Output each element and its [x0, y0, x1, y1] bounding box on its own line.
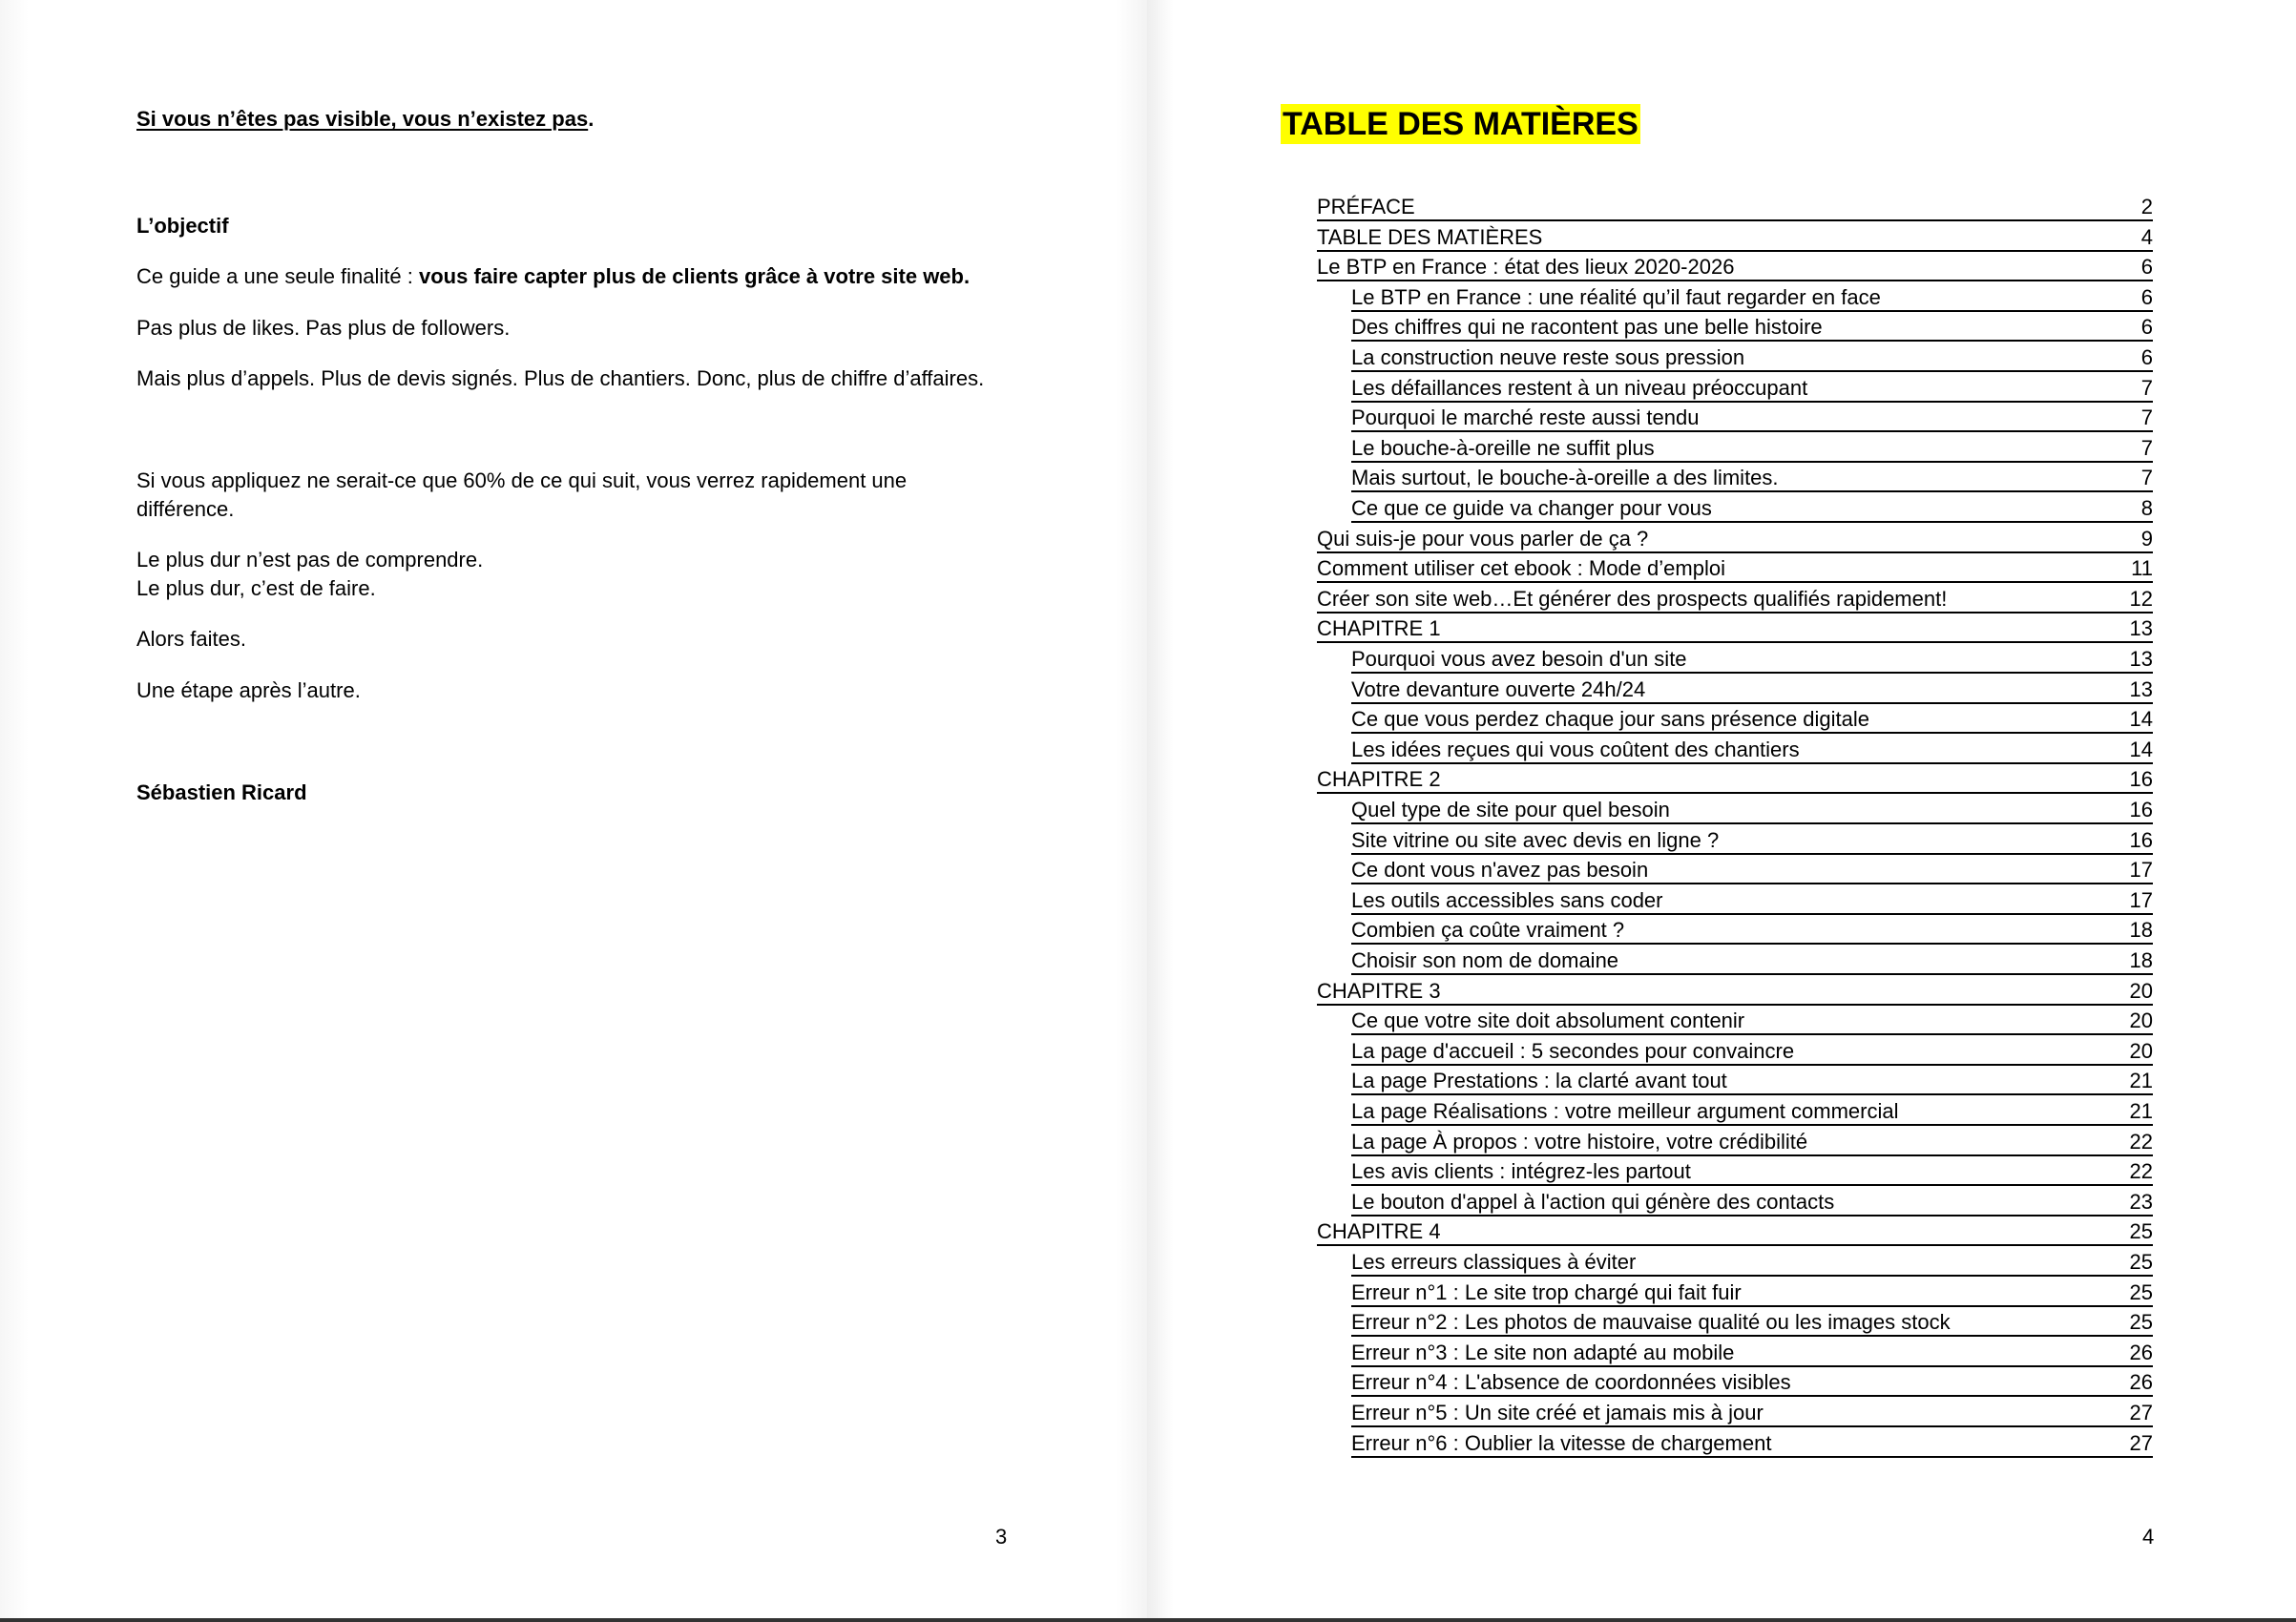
visibility-line: Si vous n’êtes pas visible, vous n’existez pas [136, 107, 589, 131]
toc-entry-page: 17 [2129, 887, 2153, 912]
toc-entry-page: 27 [2129, 1401, 2153, 1424]
toc-entry-page: 2 [2140, 195, 2153, 218]
toc-entry-page: 11 [2131, 556, 2153, 581]
page-number-right: 4 [2142, 1525, 2155, 1549]
toc-entry[interactable] [1351, 856, 2153, 884]
toc-entry-label: Ce que ce guide va changer pour vous [1351, 496, 1712, 520]
toc-entry-label: Qui suis-je pour vous parler de ça ? [1317, 526, 1649, 551]
toc-entry-label: Quel type de site pour quel besoin [1351, 798, 1670, 821]
page-number-left: 3 [995, 1525, 1008, 1549]
toc-entry[interactable] [1351, 676, 2153, 704]
toc-entry[interactable] [1351, 1007, 2153, 1035]
toc-entry-label: Erreur n°6 : Oublier la vitesse de chargement [1351, 1430, 1772, 1455]
toc-entry-label: Votre devanture ouverte 24h/24 [1351, 676, 1646, 701]
toc-entry-label: Ce dont vous n'avez pas besoin [1351, 858, 1649, 883]
toc-entry-label: Pourquoi vous avez besoin d'un site [1351, 647, 1687, 671]
toc-entry-page: 7 [2140, 466, 2153, 490]
toc-entry-page: 16 [2129, 827, 2153, 852]
toc-entry[interactable] [1351, 313, 2153, 342]
toc-entry-label: PRÉFACE [1317, 195, 1415, 218]
toc-entry-page: 18 [2129, 948, 2153, 972]
toc-entry[interactable] [1351, 1188, 2153, 1216]
toc-entry[interactable] [1317, 1217, 2153, 1246]
toc-entry-label: CHAPITRE 2 [1317, 767, 1441, 792]
toc-entry-label: Les avis clients : intégrez-les partout [1351, 1159, 1691, 1184]
toc-entry[interactable] [1351, 736, 2153, 764]
toc-entry-page: 16 [2129, 767, 2153, 792]
toc-entry[interactable] [1351, 916, 2153, 945]
toc-entry-page: 26 [2129, 1370, 2153, 1395]
toc-entry-page: 26 [2129, 1340, 2153, 1364]
author-signature: Sébastien Ricard [136, 780, 307, 804]
toc-entry[interactable] [1351, 1248, 2153, 1277]
toc-entry-label: Erreur n°2 : Les photos de mauvaise qualité ou les images stock [1351, 1310, 1951, 1335]
left-page [0, 0, 1147, 1618]
toc-entry-label: La page À propos : votre histoire, votre crédibilité [1351, 1129, 1808, 1154]
toc-entry[interactable] [1317, 223, 2153, 252]
toc-entry-label: CHAPITRE 4 [1317, 1219, 1441, 1244]
toc-entry[interactable] [1351, 1429, 2153, 1458]
toc-entry[interactable] [1351, 1308, 2153, 1337]
toc-entry-page: 7 [2140, 406, 2153, 430]
toc-entry-page: 20 [2129, 1038, 2153, 1063]
toc-entry-label: La page d'accueil : 5 secondes pour convaincre [1351, 1038, 1795, 1063]
toc-entry-label: Le BTP en France : une réalité qu’il faut regarder en face [1351, 284, 1881, 309]
toc-entry-page: 14 [2129, 737, 2153, 761]
toc-entry[interactable] [1351, 645, 2153, 674]
toc-entry-page: 16 [2129, 798, 2153, 821]
toc-entry-page: 25 [2129, 1219, 2153, 1244]
toc-entry-label: Les idées reçues qui vous coûtent des chantiers [1351, 737, 1800, 761]
toc-entry-page: 12 [2129, 586, 2153, 611]
toc-entry-label: Erreur n°1 : Le site trop chargé qui fait fuir [1351, 1279, 1742, 1304]
toc-entry[interactable] [1351, 705, 2153, 734]
toc-entry-page: 25 [2129, 1310, 2153, 1335]
toc-entry[interactable] [1317, 585, 2153, 613]
toc-entry-label: TABLE DES MATIÈRES [1317, 224, 1543, 249]
toc-entry[interactable] [1351, 1067, 2153, 1095]
no-likes-paragraph: Pas plus de likes. Pas plus de followers. [136, 316, 511, 340]
goal-prefix: Ce guide a une seule finalité : [136, 264, 419, 288]
apply-paragraph: Si vous appliquez ne serait-ce que 60% de ce qui suit, vous verrez rapidement une différence. [136, 468, 908, 521]
toc-entry-label: Mais surtout, le bouche-à-oreille a des limites. [1351, 466, 1779, 490]
toc-entry-label: Erreur n°3 : Le site non adapté au mobile [1351, 1340, 1735, 1364]
toc-entry-page: 6 [2140, 255, 2153, 280]
toc-entry-label: Combien ça coûte vraiment ? [1351, 918, 1625, 943]
toc-entry-label: Créer son site web…Et générer des prospects qualifiés rapidement! [1317, 586, 1948, 611]
toc-entry[interactable] [1317, 554, 2153, 583]
toc-entry-label: Les outils accessibles sans coder [1351, 887, 1663, 912]
toc-entry-page: 21 [2129, 1069, 2153, 1093]
toc-entry[interactable] [1351, 464, 2153, 492]
toc-entry-page: 6 [2140, 315, 2153, 340]
toc-entry-page: 20 [2129, 978, 2153, 1003]
toc-entry-label: Le bouton d'appel à l'action qui génère des contacts [1351, 1189, 1835, 1214]
toc-entry-page: 7 [2140, 435, 2153, 460]
toc-entry[interactable] [1351, 796, 2153, 824]
toc-entry-page: 9 [2140, 526, 2153, 551]
more-calls-paragraph: Mais plus d’appels. Plus de devis signés. Plus de chantiers. Donc, plus de chiffre d’affaires. [136, 366, 985, 390]
toc-entry-label: Comment utiliser cet ebook : Mode d’emploi [1317, 556, 1725, 581]
right-page [1147, 0, 2296, 1618]
toc-entry-label: CHAPITRE 1 [1317, 616, 1441, 641]
toc-entry[interactable] [1351, 374, 2153, 403]
hardest-line-1: Le plus dur n’est pas de comprendre. [136, 548, 484, 572]
toc-entry-label: Le bouche-à-oreille ne suffit plus [1351, 435, 1655, 460]
toc-entry[interactable] [1351, 1399, 2153, 1427]
goal-bold: vous faire capter plus de clients grâce à votre site web. [418, 264, 971, 288]
toc-entry-page: 13 [2129, 616, 2153, 641]
toc-entry-page: 20 [2129, 1009, 2153, 1033]
toc-entry[interactable] [1351, 434, 2153, 463]
toc-entry-page: 13 [2129, 676, 2153, 701]
toc-entry-page: 25 [2129, 1250, 2153, 1274]
toc-entry[interactable] [1351, 283, 2153, 312]
table-of-contents [1147, 0, 2296, 1523]
toc-entry[interactable] [1351, 1279, 2153, 1307]
toc-entry-label: Erreur n°4 : L'absence de coordonnées visibles [1351, 1370, 1791, 1395]
toc-entry[interactable] [1351, 1128, 2153, 1156]
toc-entry-label: Pourquoi le marché reste aussi tendu [1351, 406, 1700, 430]
toc-entry-label: La page Réalisations : votre meilleur argument commercial [1351, 1099, 1899, 1123]
toc-entry-label: La page Prestations : la clarté avant tout [1351, 1069, 1727, 1093]
toc-entry[interactable] [1317, 193, 2153, 221]
toc-entry[interactable] [1351, 1339, 2153, 1367]
toc-entry-label: Le BTP en France : état des lieux 2020-2026 [1317, 255, 1735, 280]
toc-entry[interactable] [1317, 525, 2153, 553]
objective-heading: L’objectif [136, 214, 229, 238]
toc-entry-page: 25 [2129, 1279, 2153, 1304]
toc-entry[interactable] [1317, 614, 2153, 643]
visibility-statement [136, 105, 594, 134]
toc-entry-page: 23 [2129, 1189, 2153, 1214]
toc-entry[interactable] [1351, 494, 2153, 523]
toc-entry[interactable] [1317, 765, 2153, 794]
toc-entry-page: 21 [2129, 1099, 2153, 1123]
toc-entry-label: Erreur n°5 : Un site créé et jamais mis à jour [1351, 1401, 1764, 1424]
bottom-edge [0, 1618, 2296, 1622]
hardest-line-2: Le plus dur, c’est de faire. [136, 576, 376, 600]
toc-entry-page: 22 [2129, 1129, 2153, 1154]
toc-entry-label: La construction neuve reste sous pression [1351, 345, 1745, 369]
toc-entry-page: 8 [2140, 496, 2153, 520]
toc-entry[interactable] [1351, 1368, 2153, 1397]
toc-entry[interactable] [1317, 977, 2153, 1006]
toc-title: TABLE DES MATIÈRES [1283, 106, 1639, 142]
toc-entry[interactable] [1351, 1097, 2153, 1126]
toc-entry[interactable] [1351, 886, 2153, 915]
toc-entry[interactable] [1351, 946, 2153, 975]
toc-entry-label: Site vitrine ou site avec devis en ligne ? [1351, 827, 1720, 852]
toc-entry[interactable] [1351, 1157, 2153, 1186]
toc-entry[interactable] [1351, 343, 2153, 372]
toc-entry-page: 6 [2140, 345, 2153, 369]
toc-entry[interactable] [1317, 253, 2153, 281]
toc-entry-page: 14 [2129, 707, 2153, 732]
toc-entry-page: 27 [2129, 1430, 2153, 1455]
toc-entry-label: Ce que vous perdez chaque jour sans présence digitale [1351, 707, 1870, 732]
toc-entry-page: 4 [2140, 224, 2153, 249]
toc-entry[interactable] [1351, 826, 2153, 855]
visibility-period: . [588, 107, 595, 131]
toc-entry-page: 13 [2129, 647, 2153, 671]
do-it-paragraph: Alors faites. [136, 627, 246, 651]
toc-entry-label: CHAPITRE 3 [1317, 978, 1441, 1003]
toc-entry-label: Choisir son nom de domaine [1351, 948, 1619, 972]
toc-entry-label: Les erreurs classiques à éviter [1351, 1250, 1637, 1274]
toc-entry-page: 6 [2140, 284, 2153, 309]
step-paragraph: Une étape après l’autre. [136, 678, 361, 702]
toc-entry-label: Des chiffres qui ne racontent pas une belle histoire [1351, 315, 1823, 340]
toc-entry-page: 7 [2140, 375, 2153, 400]
toc-entry-label: Les défaillances restent à un niveau préoccupant [1351, 375, 1808, 400]
toc-entry[interactable] [1351, 404, 2153, 432]
goal-paragraph [136, 262, 970, 291]
toc-entry-page: 17 [2129, 858, 2153, 883]
toc-entry-page: 22 [2129, 1159, 2153, 1184]
toc-entry-label: Ce que votre site doit absolument contenir [1351, 1009, 1745, 1033]
toc-entry-page: 18 [2129, 918, 2153, 943]
toc-entry[interactable] [1351, 1037, 2153, 1066]
